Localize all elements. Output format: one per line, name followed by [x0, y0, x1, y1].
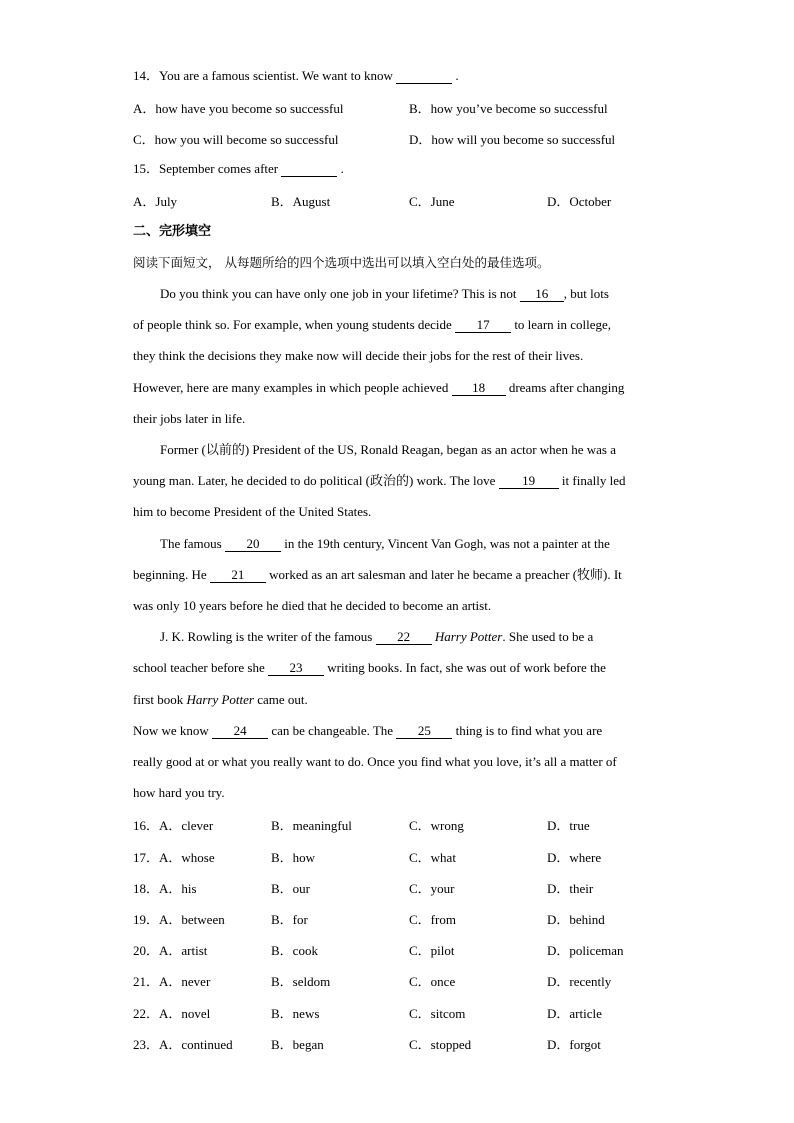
q14-option-d: D．how will you become so successful — [409, 132, 616, 147]
q14-option-a: A．how have you become so successful — [133, 101, 344, 116]
passage-p5-line1: Now we know 24 can be changeable. The 25 thing is to find what you are — [133, 723, 603, 738]
choice-row: 23．A．continued — [133, 1037, 233, 1052]
blank-16: 16 — [520, 287, 564, 302]
choice-option: D．their — [547, 881, 594, 896]
choice-option: B．news — [271, 1006, 320, 1021]
choice-row: 19．A．between — [133, 912, 225, 927]
answer-blank — [396, 69, 452, 84]
choice-option: B．how — [271, 850, 316, 865]
choice-row: 17．A．whose — [133, 850, 215, 865]
q15-option-b: B．August — [271, 194, 331, 209]
passage-p1-line2: of people think so. For example, when young students decide 17 to learn in college, — [133, 317, 612, 332]
passage-p5-line2: really good at or what you really want to do. Once you find what you love, it’s all a matter of — [133, 754, 617, 769]
choice-row: 18．A．his — [133, 881, 197, 896]
choice-option: C．once — [409, 974, 456, 989]
choice-option: C．your — [409, 881, 455, 896]
choice-option: B．meaningful — [271, 818, 352, 833]
choice-row: 20．A．artist — [133, 943, 208, 958]
choice-option: C．what — [409, 850, 456, 865]
choice-option: B．for — [271, 912, 308, 927]
choice-row: 16．A．clever — [133, 818, 214, 833]
choice-row: 21．A．never — [133, 974, 211, 989]
choice-option: D．article — [547, 1006, 602, 1021]
choice-option: C．stopped — [409, 1037, 472, 1052]
blank-25: 25 — [396, 724, 452, 739]
choice-option: C．from — [409, 912, 456, 927]
blank-19: 19 — [499, 474, 559, 489]
choice-option: D．behind — [547, 912, 605, 927]
passage-p1-line1: Do you think you can have only one job in your lifetime? This is not 16 , but lots — [160, 286, 609, 301]
blank-23: 23 — [268, 661, 324, 676]
passage-p4-line1: J. K. Rowling is the writer of the famous 22 Harry Potter. She used to be a — [160, 629, 594, 644]
choice-row: 22．A．novel — [133, 1006, 211, 1021]
q14-option-c: C．how you will become so successful — [133, 132, 339, 147]
choice-option: D．where — [547, 850, 602, 865]
q15-option-d: D．October — [547, 194, 612, 209]
passage-p1-line5: their jobs later in life. — [133, 411, 246, 426]
choice-option: C．wrong — [409, 818, 464, 833]
passage-p2-line2: young man. Later, he decided to do political (政治的) work. The love 19 it finally led — [133, 473, 626, 488]
choice-option: B．cook — [271, 943, 318, 958]
q15-option-c: C．June — [409, 194, 455, 209]
q15-option-a: A．July — [133, 194, 178, 209]
choice-option: C．sitcom — [409, 1006, 466, 1021]
choice-option: D．recently — [547, 974, 612, 989]
blank-24: 24 — [212, 724, 268, 739]
passage-p3-line3: was only 10 years before he died that he decided to become an artist. — [133, 598, 492, 613]
blank-20: 20 — [225, 537, 281, 552]
section-instruction: 阅读下面短文， 从每题所给的四个选项中选出可以填入空白处的最佳选项。 — [133, 255, 550, 270]
question-14-stem: 14．You are a famous scientist. We want to know . — [133, 68, 459, 83]
passage-p1-line4: However, here are many examples in which people achieved 18 dreams after changing — [133, 380, 625, 395]
blank-18: 18 — [452, 381, 506, 396]
section-title: 二、完形填空 — [133, 224, 212, 239]
passage-p1-line3: they think the decisions they make now will decide their jobs for the rest of their lives. — [133, 348, 584, 363]
passage-p4-line3: first book Harry Potter came out. — [133, 692, 308, 707]
q14-option-b: B．how you’ve become so successful — [409, 101, 608, 116]
choice-option: D．policeman — [547, 943, 624, 958]
question-15-stem: 15．September comes after . — [133, 161, 344, 176]
blank-22: 22 — [376, 630, 432, 645]
passage-p2-line1: Former (以前的) President of the US, Ronald Reagan, began as an actor when he was a — [160, 442, 616, 457]
blank-21: 21 — [210, 568, 266, 583]
passage-p2-line3: him to become President of the United States. — [133, 504, 372, 519]
passage-p4-line2: school teacher before she 23 writing books. In fact, she was out of work before the — [133, 660, 606, 675]
choice-option: B．began — [271, 1037, 324, 1052]
choice-option: C．pilot — [409, 943, 455, 958]
choice-option: D．true — [547, 818, 590, 833]
choice-option: B．our — [271, 881, 311, 896]
blank-17: 17 — [455, 318, 511, 333]
choice-option: D．forgot — [547, 1037, 601, 1052]
passage-p3-line2: beginning. He 21 worked as an art salesman and later he became a preacher (牧师). It — [133, 567, 622, 582]
choice-option: B．seldom — [271, 974, 331, 989]
answer-blank — [281, 162, 337, 177]
passage-p3-line1: The famous 20 in the 19th century, Vincent Van Gogh, was not a painter at the — [160, 536, 610, 551]
passage-p5-line3: how hard you try. — [133, 785, 225, 800]
